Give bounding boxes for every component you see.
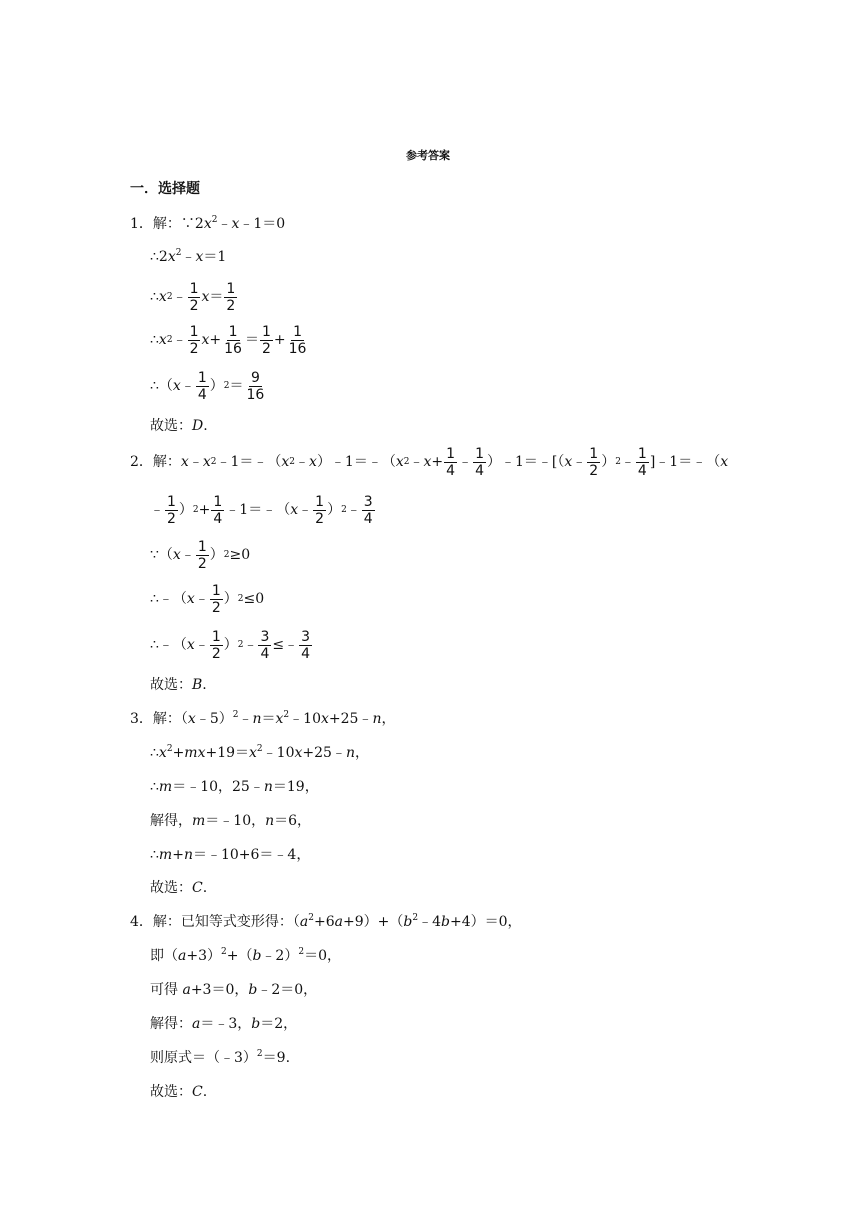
p1-line3: ∴ x 2 ﹣ $\frac{1}{2}$ x ＝ $\frac{1}{2}$ xyxy=(150,280,236,314)
fraction: $\frac{3}{4}$ xyxy=(260,628,270,662)
p2-line5: ∴﹣（ x ﹣ $\frac{1}{2}$ ） 2 ﹣ $\frac{3}{4}$ ≤﹣ $\frac{3}{4}$ xyxy=(150,628,311,662)
p3-line4: 解得，m＝﹣10，n＝6， xyxy=(150,813,312,829)
p3-line3: ∴m＝﹣10，25﹣n＝19， xyxy=(150,779,319,795)
answer-choice: C xyxy=(192,880,203,896)
section-heading: 一．选择题 xyxy=(130,181,200,197)
page-title: 参考答案 xyxy=(406,149,450,162)
fraction: $\frac{1}{2}$ xyxy=(197,538,207,572)
fraction: $\frac{1}{2}$ xyxy=(261,323,271,357)
p1-line4: ∴ x 2 ﹣ $\frac{1}{2}$ x + $\frac{1}{16}$ ＝ $\frac{1}{2}$ + $\frac{1}{16}$ xyxy=(150,323,307,357)
p2-conclusion: 故选：B. xyxy=(150,677,207,693)
fraction: $\frac{1}{2}$ xyxy=(226,280,236,314)
p1-conclusion: 故选：D. xyxy=(150,418,208,434)
p2-line4: ∴﹣（ x ﹣ $\frac{1}{2}$ ） 2 ≤0 xyxy=(150,582,265,616)
fraction: $\frac{1}{16}$ xyxy=(224,323,242,357)
p3-line5: ∴m+n＝﹣10+6＝﹣4， xyxy=(150,847,311,863)
p1-line2: $\therefore 2x^2﹣x=1$ xyxy=(150,248,227,265)
p1-line1: 1．解：$\because 2x^2﹣x﹣1=0$ xyxy=(130,215,286,232)
fraction: $\frac{1}{4}$ xyxy=(213,493,223,527)
p4-line5: 则原式＝（﹣3）$^2$＝9. xyxy=(150,1049,291,1066)
p4-line1: 4．解：已知等式变形得：$(a^2+6a+9)+(b^2﹣4b+4)=0$， xyxy=(130,913,522,930)
solution-label: 解： xyxy=(152,216,181,232)
fraction: $\frac{1}{2}$ xyxy=(589,445,599,479)
fraction: $\frac{1}{2}$ xyxy=(167,493,176,527)
fraction: $\frac{1}{2}$ xyxy=(211,628,221,662)
problem-number: 4． xyxy=(130,914,153,930)
fraction: $\frac{3}{4}$ xyxy=(301,628,311,662)
p4-line4: 解得：a＝﹣3，b＝2， xyxy=(150,1016,298,1032)
p2-line2: ﹣ $\frac{1}{2}$ ） 2 + $\frac{1}{4}$ ﹣1＝﹣（ x ﹣ $\frac{1}{2}$ ） 2 ﹣ $\frac{3}{4}$ xyxy=(150,493,373,527)
fraction: $\frac{1}{2}$ xyxy=(189,280,199,314)
solution-label: 解： xyxy=(152,914,181,930)
answer-choice: B xyxy=(192,677,203,693)
p4-line3: 可得 a+3＝0，b﹣2＝0， xyxy=(150,982,318,998)
p2-line3: ∵（ x ﹣ $\frac{1}{2}$ ） 2 ≥0 xyxy=(150,538,251,572)
fraction: $\frac{1}{4}$ xyxy=(637,445,647,479)
answer-choice: C xyxy=(192,1084,203,1100)
fraction: $\frac{1}{2}$ xyxy=(189,323,199,357)
p4-line2: 即$(a+3)^2+(b﹣2)^2=0$， xyxy=(150,947,342,964)
answer-choice: D xyxy=(192,418,204,434)
fraction: $\frac{9}{16}$ xyxy=(246,369,265,403)
fraction: $\frac{1}{16}$ xyxy=(288,323,307,357)
problem-number: 3． xyxy=(130,711,153,727)
fraction: $\frac{1}{2}$ xyxy=(211,582,221,616)
problem-number: 1． xyxy=(130,216,153,232)
fraction: $\frac{1}{4}$ xyxy=(197,369,207,403)
p3-conclusion: 故选：C. xyxy=(150,880,208,896)
problem-number: 2． xyxy=(130,454,153,470)
solution-label: 解： xyxy=(152,711,181,727)
fraction: $\frac{1}{4}$ xyxy=(475,445,484,479)
p1-line5: ∴（ x ﹣ $\frac{1}{4}$ ） 2 ＝ $\frac{9}{16}$ xyxy=(150,369,265,403)
p3-line2: $\therefore x^2+mx+19=x^2﹣10x+25﹣n$， xyxy=(150,744,369,761)
solution-label: 解： xyxy=(152,454,181,470)
fraction: $\frac{1}{4}$ xyxy=(446,445,456,479)
fraction: $\frac{1}{2}$ xyxy=(315,493,325,527)
fraction: $\frac{3}{4}$ xyxy=(363,493,373,527)
p2-line1: 2． 解： x ﹣ x 2 ﹣1＝﹣（ x 2 ﹣ x ）﹣1＝﹣（ x 2 ﹣ x + $\frac{1}{4}$ ﹣ $\frac{1}{4}$ ）﹣1＝﹣[（ x ﹣ $\frac{1}{2}$ ） 2 ﹣ $\frac{1}{4}$ ]﹣1＝﹣（ x xyxy=(130,445,729,479)
p4-conclusion: 故选：C. xyxy=(150,1084,208,1100)
p3-line1: 3．解：$(x﹣5)^2﹣n=x^2﹣10x+25﹣n$， xyxy=(130,710,396,727)
